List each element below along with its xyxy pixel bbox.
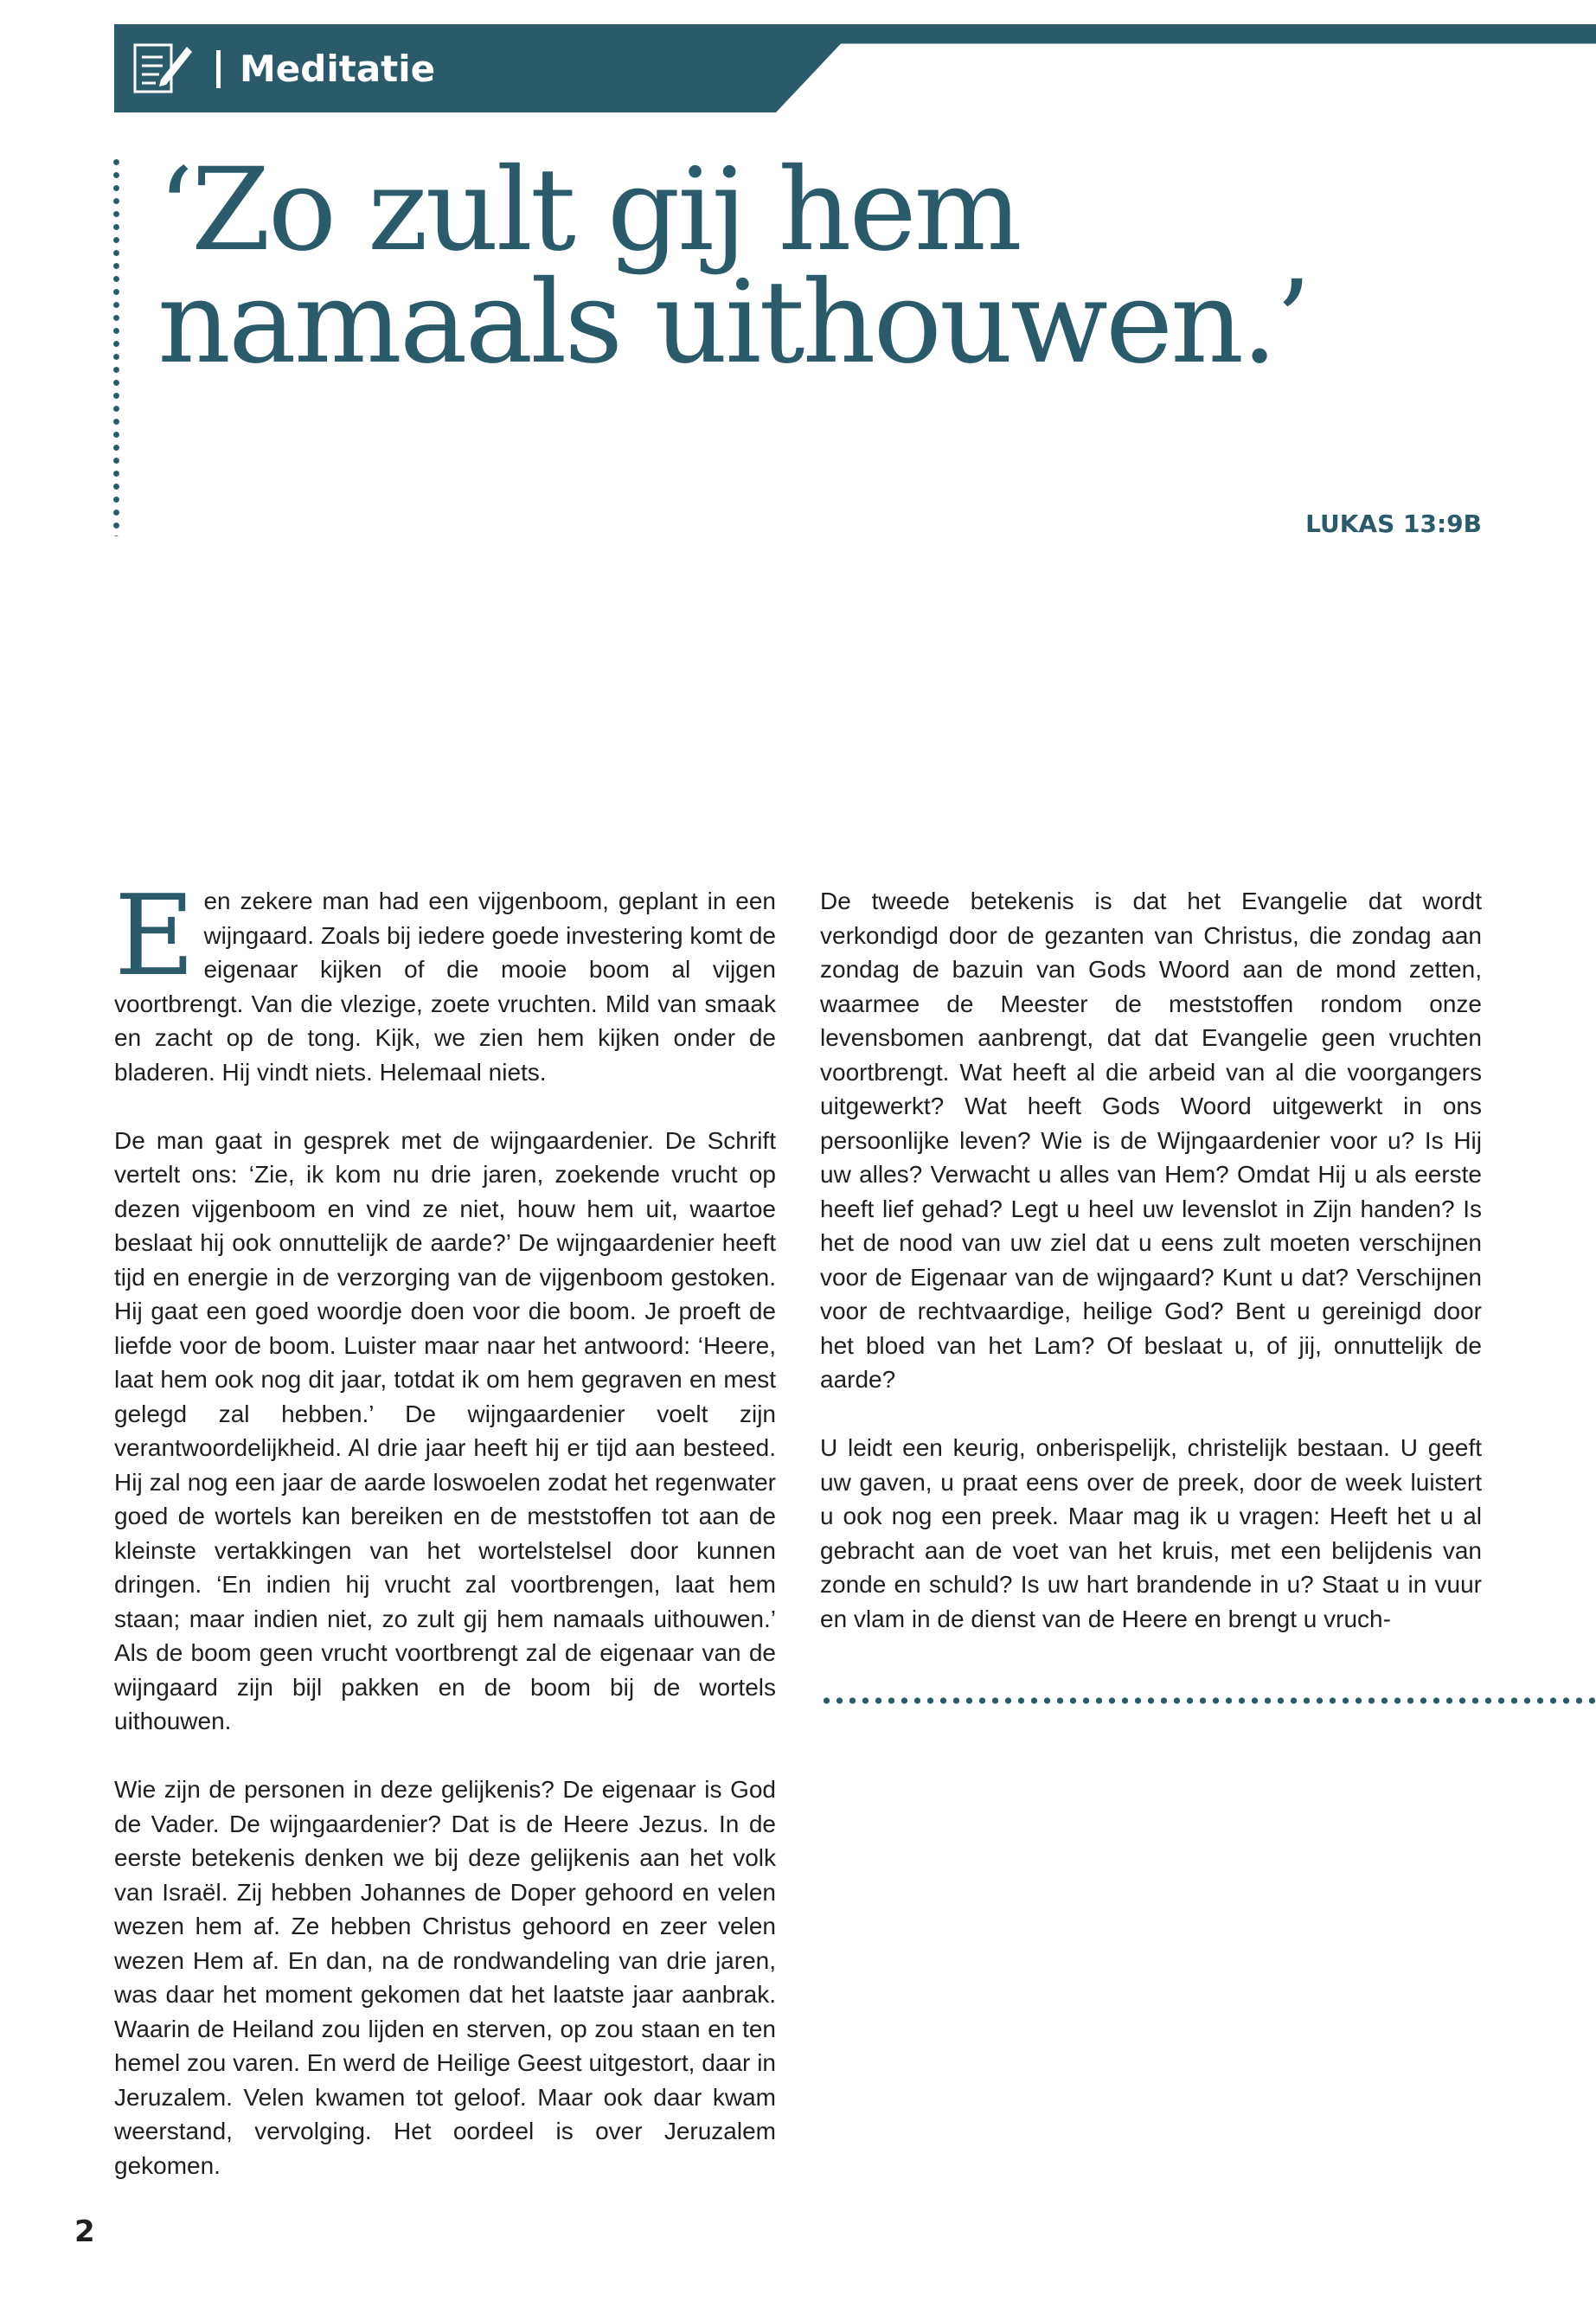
drop-cap: E bbox=[114, 872, 195, 1001]
article-paragraph: De man gaat in gesprek met de wijngaardenier. De Schrift vertelt ons: ‘Zie, ik kom nu drie jaren, zoekende vrucht op dezen vijgenboom en vind ze niet, houw hem uit, waartoe beslaat hij ook onnuttelijk de aarde?’ De wijngaardenier heeft tijd en energie in de verzorging van de vijgenboom gestoken. Hij gaat een goed woordje doen voor die boom. Je proeft de liefde voor de boom. Luister maar naar het antwoord: ‘Heere, laat hem ook nog dit jaar, totdat ik om hem gegraven en mest gelegd zal hebben.’ De wijngaardenier voelt zijn verantwoordelijkheid. Al drie jaar heeft hij er tijd aan besteed. Hij zal nog een jaar de aarde loswoelen zodat het regenwater goed de wortels kan bereiken en de meststoffen tot aan de kleinste vertakkingen van het wortelstelsel door kunnen dringen. ‘En indien hij vrucht zal voortbrengen, laat hem staan; maar indien niet, zo zult gij hem namaals uithouwen.’ Als de boom geen vrucht voortbrengt zal de eigenaar van de wijngaard zijn bijl pakken en de boom bij de wortels uithouwen. bbox=[114, 1126, 776, 1734]
article-paragraph: De tweede betekenis is dat het Evangelie dat wordt verkondigd door de gezanten van Christus, die zondag aan zondag de bazuin van Gods Woord aan de mond zetten, waarmee de Meester de meststoffen rondom onze levensbomen aanbrengt, dat dat Evangelie geen vruchten voortbrengt. Wat heeft al die arbeid van al die voorgangers uitgewerkt? Wat heeft Gods Woord uitgewerkt in ons persoonlijke leven? Wie is de Wijngaardenier voor u? Is Hij uw alles? Verwacht u alles van Hem? Omdat Hij u als eerste heeft lief gehad? Legt u heel uw levenslot in Zijn handen? Is het de nood van uw ziel dat u eens zult moeten verschijnen voor de Eigenaar van de wijngaard? Kunt u dat? Verschijnen voor de rechtvaardige, heilige God? Bent u gereinigd door het bloed van het Lam? Of beslaat u, of jij, onnuttelijk de aarde? bbox=[820, 888, 1482, 1393]
section-label: Meditatie bbox=[240, 48, 436, 90]
document-pen-icon bbox=[130, 38, 195, 97]
article-column-left bbox=[114, 872, 776, 2217]
article-paragraph: Wie zijn de personen in deze gelijkenis? De eigenaar is God de Vader. De wijngaardenier? Dat is de Heere Jezus. In de eerste betekenis denken we bij deze gelijkenis aan het volk van Israël. Zij hebben Johannes de Doper gehoord en velen wezen hem af. Ze hebben Christus gehoord en zeer velen wezen Hem af. En dan, na de rondwandeling van drie jaren, was daar het moment gekomen dat het laatste jaar aanbrak. Waarin de Heiland zou lijden en sterven, op zou staan en ten hemel zou varen. En werd de Heilige Geest uitgestort, daar in Jeruzalem. Velen kwamen tot geloof. Maar ook daar kwam weerstand, vervolging. Het oordeel is over Jeruzalem gekomen. bbox=[114, 1776, 776, 2179]
page-number: 2 bbox=[74, 2214, 95, 2249]
article-column-right bbox=[820, 884, 1482, 1670]
paragraph-text: en zekere man had een vijgenboom, geplant in een wijngaard. Zoals bij iedere goede investering komt de eigenaar kijken of die mooie boom al vijgen voortbrengt. Van die vlezige, zoete vruchten. Mild van smaak en zacht op de tong. Kijk, we zien hem kijken onder de bladeren. Hij vindt niets. Helemaal niets. bbox=[114, 888, 776, 1086]
title-line-1: ‘Zo zult gij hem bbox=[157, 144, 1020, 277]
article-paragraph: U leidt een keurig, onberispelijk, christelijk bestaan. U geeft uw gaven, u praat eens over de preek, door de week luistert u ook nog een preek. Maar mag ik u vragen: Heeft het u al gebracht aan de voet van het kruis, met een belijdenis van zonde en schuld? Is uw hart brandende in u? Staat u in vuur en vlam in de dienst van de Heere en brengt u vruch- bbox=[820, 1434, 1482, 1632]
column-end-dotted-rule bbox=[820, 1696, 1596, 1705]
scripture-reference: LUKAS 13:9B bbox=[1305, 510, 1482, 538]
title-dotted-rule bbox=[112, 156, 120, 536]
header-separator bbox=[216, 50, 221, 88]
page-title bbox=[157, 144, 1368, 389]
title-line-2: namaals uithouwen.’ bbox=[157, 256, 1309, 389]
article-paragraph bbox=[114, 872, 776, 1089]
